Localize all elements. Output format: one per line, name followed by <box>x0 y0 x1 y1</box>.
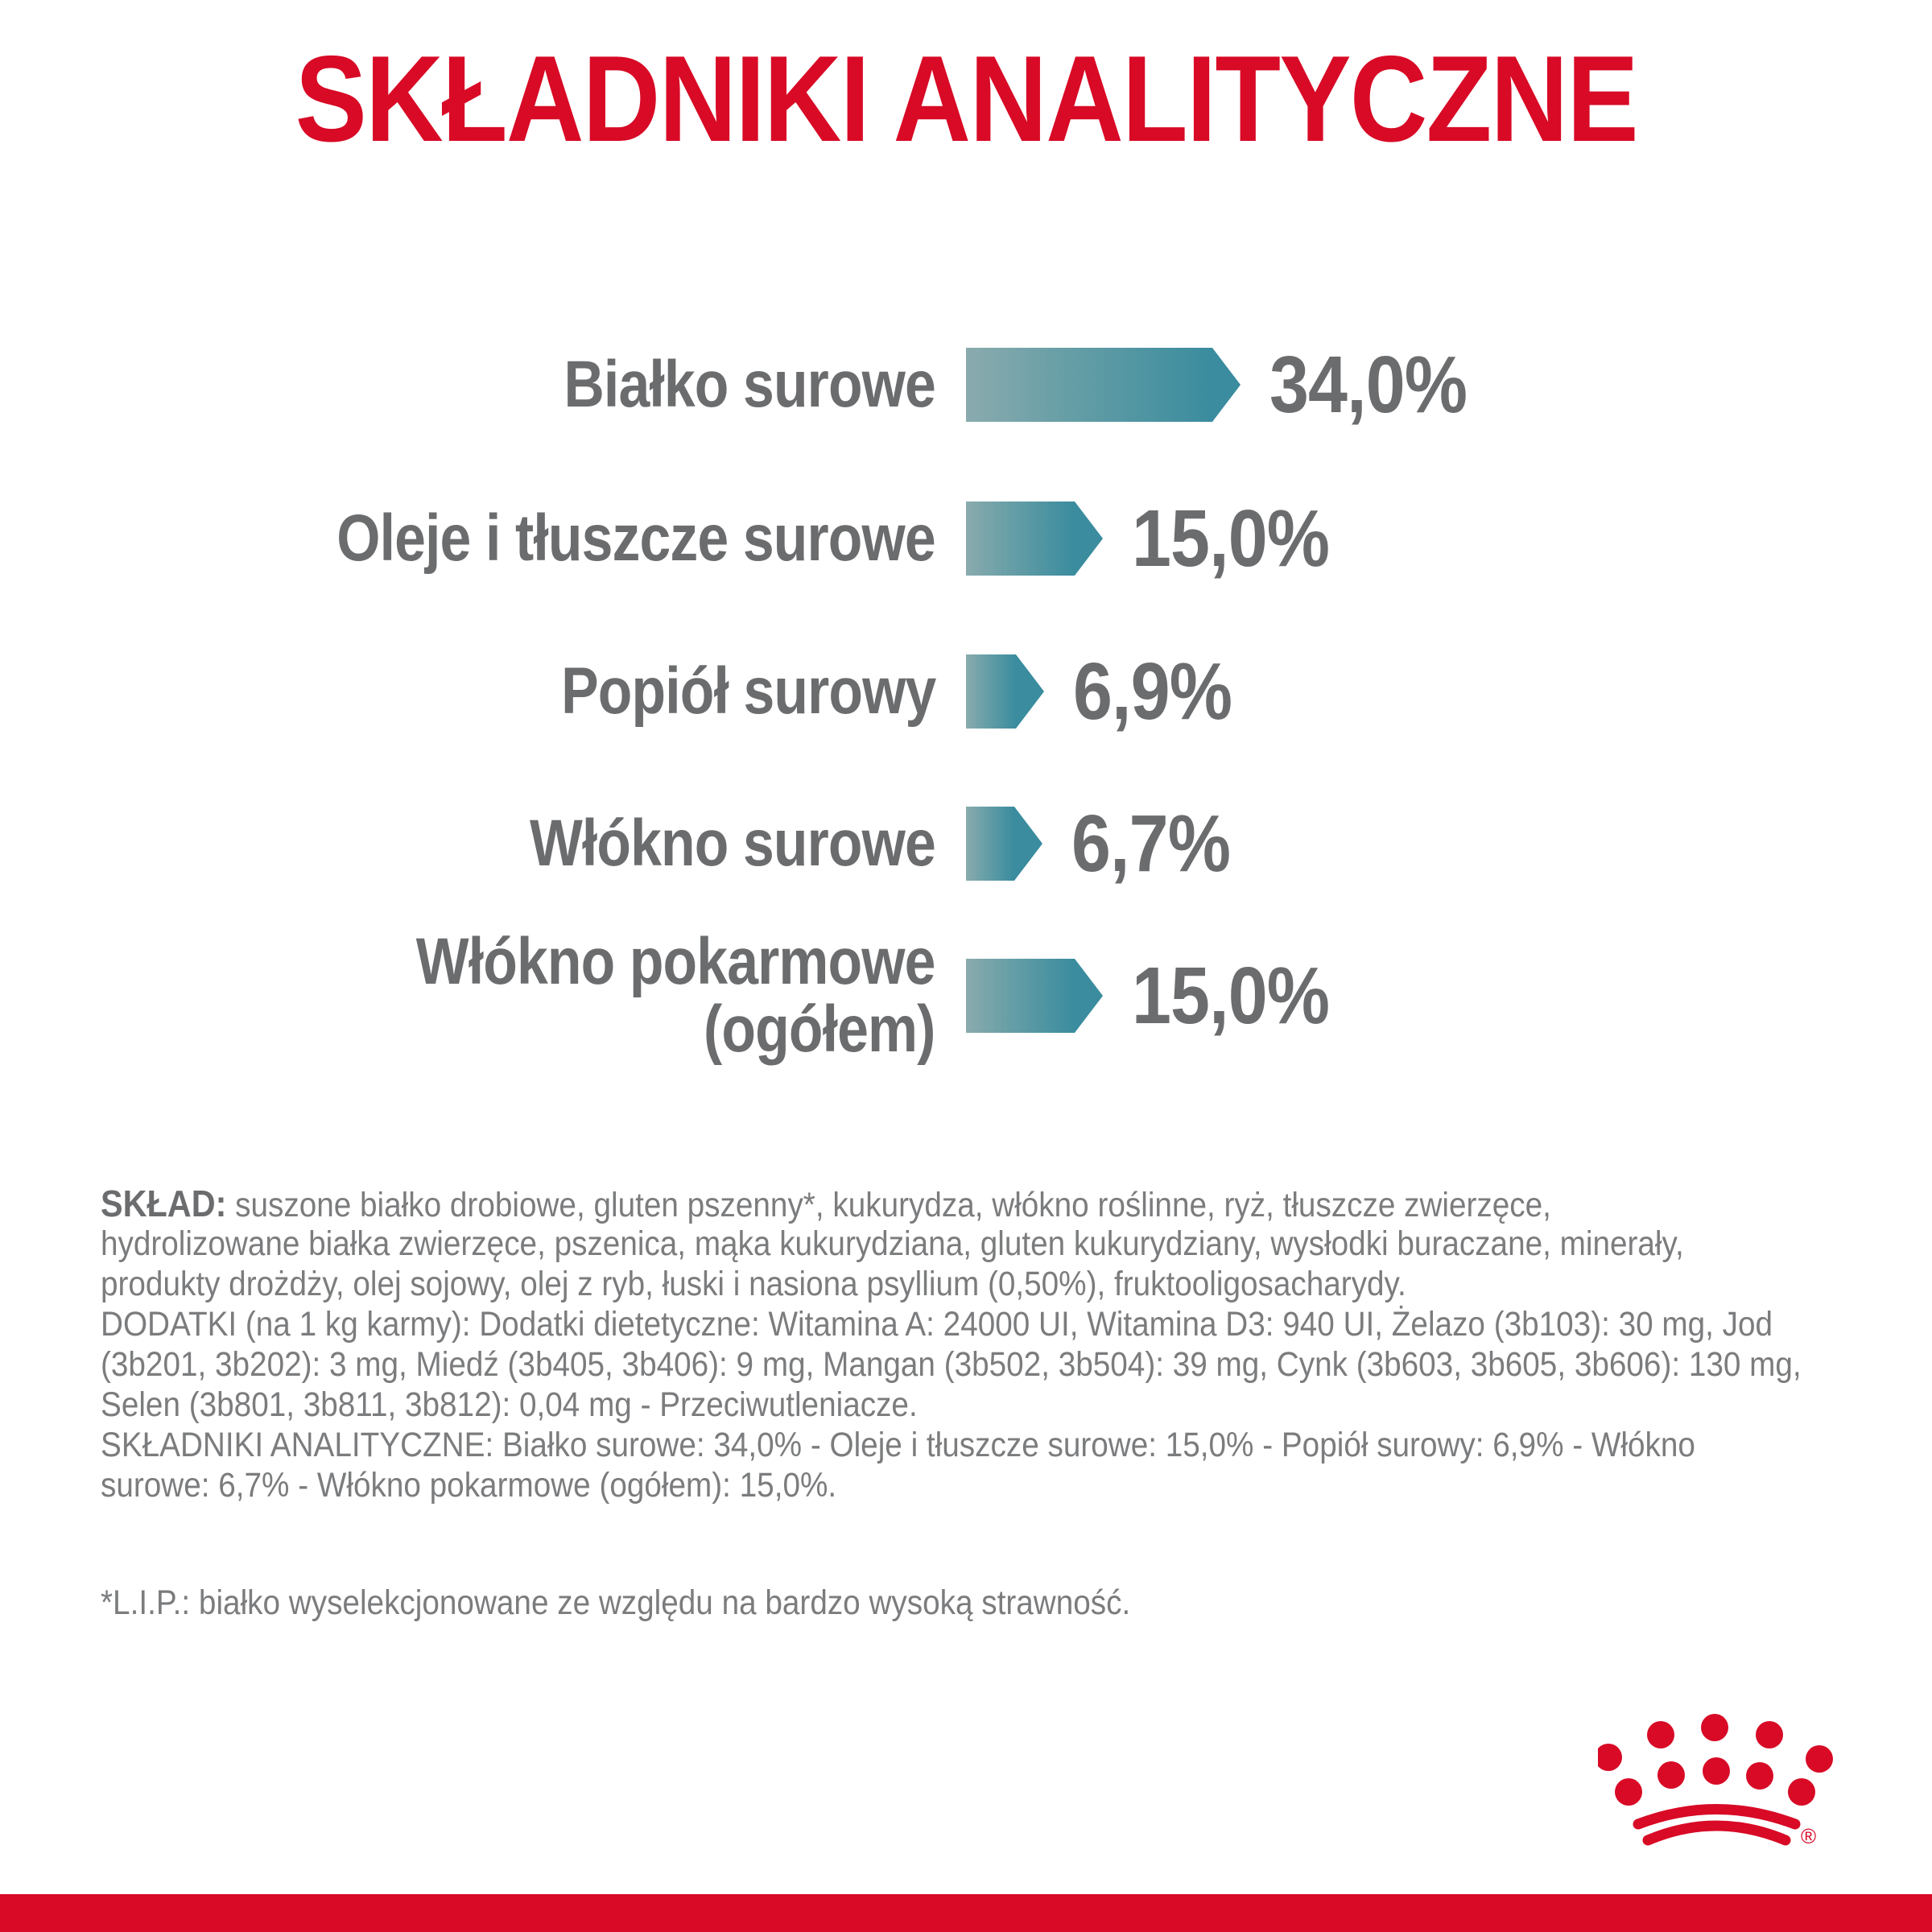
analytical-summary-line: SKŁADNIKI ANALITYCZNE: Białko surowe: 34,0% - Oleje i tłuszcze surowe: 15,0% - Popiół surowy: 6,9% - Włókno <box>101 1426 1695 1464</box>
bar <box>966 654 1044 729</box>
bar-fill <box>966 502 1075 576</box>
bar <box>966 807 1042 881</box>
bar-label-text: Włókno surowe <box>530 807 935 880</box>
chart-row-oleje-i-tluszcze <box>0 482 1932 595</box>
royal-canin-crown-logo <box>1598 1711 1839 1853</box>
composition-line-text: suszone białko drobiowe, gluten pszenny*, kukurydza, włókno roślinne, ryż, tłuszcze zwierzęce, <box>226 1186 1551 1224</box>
crown-dots <box>1598 1714 1833 1806</box>
bar-value <box>1132 950 1356 1042</box>
bar-fill <box>966 654 1016 729</box>
bar-value <box>1073 646 1253 738</box>
bar-label-text: Popiół surowy <box>560 654 935 728</box>
bar-arrow-icon <box>1212 348 1241 422</box>
chart-row-wlokno-surowe <box>0 787 1932 900</box>
bar-arrow-icon <box>1075 502 1103 576</box>
bar-value-text: 6,7% <box>1071 798 1231 889</box>
bar-fill <box>966 807 1014 881</box>
bar-value <box>1269 339 1494 431</box>
bar-value-text: 15,0% <box>1132 493 1330 584</box>
bar-label-text <box>416 925 935 1066</box>
bar-fill <box>966 348 1212 422</box>
chart-row-popiol-surowy <box>0 635 1932 748</box>
bar-label-line1: Włókno pokarmowe <box>416 925 935 998</box>
bar-arrow-icon <box>1075 959 1103 1033</box>
bar-label <box>0 925 935 1066</box>
bar-value-text: 34,0% <box>1269 339 1468 430</box>
additives-line: (3b201, 3b202): 3 mg, Miedź (3b405, 3b406): 9 mg, Mangan (3b502, 3b504): 39 mg, Cynk (3b603, 3b605, 3b606): 130 mg, <box>101 1345 1802 1384</box>
bar-value <box>1071 798 1252 890</box>
bar-label-text: Białko surowe <box>564 348 935 421</box>
bar-value-text: 15,0% <box>1132 950 1330 1041</box>
bar-arrow-icon <box>1016 654 1044 729</box>
registered-trademark-icon: ® <box>1801 1824 1817 1848</box>
additives-line: Selen (3b801, 3b811, 3b812): 0,04 mg - Przeciwutleniacze. <box>101 1385 918 1424</box>
bar-label-line2: (ogółem) <box>704 993 935 1066</box>
additives-line: DODATKI (na 1 kg karmy): Dodatki dietetyczne: Witamina A: 24000 UI, Witamina D3: 940 UI, Żelazo (3b103): 30 mg, Jod <box>101 1305 1773 1344</box>
chart-row-wlokno-pokarmowe <box>0 927 1932 1064</box>
bar <box>966 959 1103 1033</box>
analytical-summary-line: surowe: 6,7% - Włókno pokarmowe (ogółem): 15,0%. <box>101 1466 837 1505</box>
bar-label <box>0 502 935 575</box>
composition-line: hydrolizowane białka zwierzęce, pszenica, mąka kukurydziana, gluten kukurydziany, wysłodki buraczane, minerały, <box>101 1224 1684 1263</box>
bar <box>966 348 1241 422</box>
composition-line: produkty drożdży, olej sojowy, olej z ryb, łuski i nasiona psyllium (0,50%), fruktooligosacharydy. <box>101 1265 1406 1303</box>
bar-label-text: Oleje i tłuszcze surowe <box>336 502 935 575</box>
page-title-text: SKŁADNIKI ANALITYCZNE <box>295 31 1637 167</box>
bar-value <box>1132 493 1356 585</box>
bar-label <box>0 807 935 880</box>
bar-fill <box>966 959 1075 1033</box>
sklad-label: SKŁAD: <box>101 1183 227 1224</box>
bar-label <box>0 348 935 421</box>
composition-text <box>101 1183 1854 1505</box>
crown-base-arcs <box>1638 1810 1795 1841</box>
bar-label <box>0 654 935 728</box>
lip-footnote: *L.I.P.: białko wyselekcjonowane ze względu na bardzo wysoką strawność. <box>101 1583 1131 1622</box>
composition-line <box>101 1183 1854 1224</box>
bottom-red-band <box>0 1894 1932 1932</box>
chart-row-bialko-surowe <box>0 328 1932 441</box>
bar <box>966 502 1103 576</box>
bar-arrow-icon <box>1014 807 1042 881</box>
bar-value-text: 6,9% <box>1073 646 1232 737</box>
